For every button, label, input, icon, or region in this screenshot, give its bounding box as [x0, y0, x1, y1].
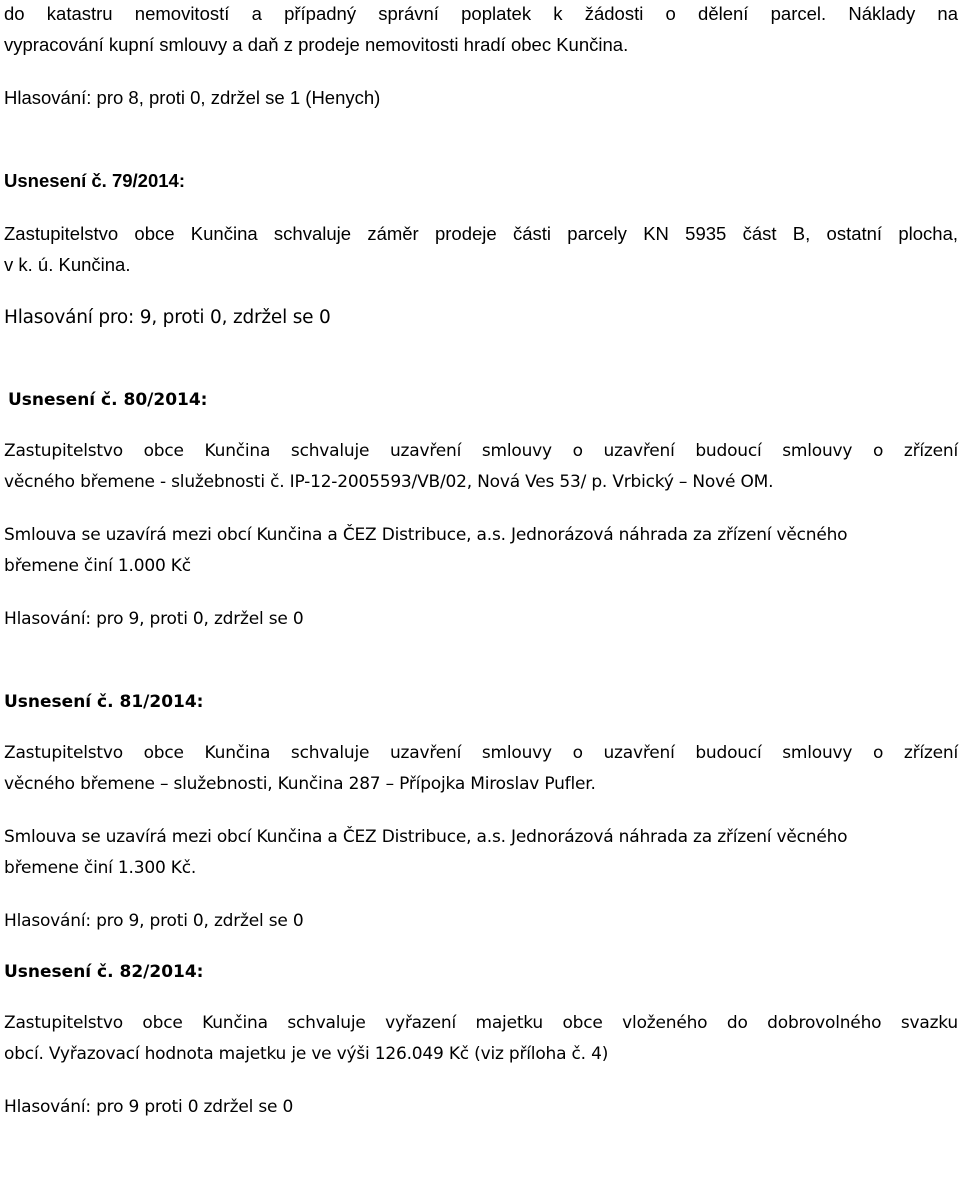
resolution-80-text-1: Zastupitelstvo obce Kunčina schvaluje uzavření smlouvy o uzavření budoucí smlouvy o zřízení [4, 441, 958, 461]
resolution-81-contract-1: Smlouva se uzavírá mezi obcí Kunčina a ČEZ Distribuce, a.s. Jednorázová náhrada za zřízení věcného [4, 827, 848, 847]
intro-line-1: do katastru nemovitostí a případný správní poplatek k žádosti o dělení parcel. Náklady na [4, 3, 958, 24]
resolution-81-vote: Hlasování: pro 9, proti 0, zdržel se 0 [4, 911, 304, 931]
intro-line-2: vypracování kupní smlouvy a daň z prodeje nemovitosti hradí obec Kunčina. [4, 34, 629, 55]
resolution-82-text-2: obcí. Vyřazovací hodnota majetku je ve výši 126.049 Kč (viz příloha č. 4) [4, 1044, 609, 1064]
resolution-81-text-1: Zastupitelstvo obce Kunčina schvaluje uzavření smlouvy o uzavření budoucí smlouvy o zřízení [4, 743, 958, 763]
resolution-79-vote: Hlasování pro: 9, proti 0, zdržel se 0 [4, 307, 331, 328]
document-page [4, 0, 958, 1123]
resolution-82-heading: Usnesení č. 82/2014: [4, 962, 204, 982]
resolution-80-text-2: věcného břemene - služebnosti č. IP-12-2005593/VB/02, Nová Ves 53/ p. Vrbický – Nové OM. [4, 472, 774, 492]
resolution-81-text-2: věcného břemene – služebnosti, Kunčina 287 – Přípojka Miroslav Pufler. [4, 774, 596, 794]
resolution-82-vote: Hlasování: pro 9 proti 0 zdržel se 0 [4, 1097, 294, 1117]
resolution-80-contract-2: břemene činí 1.000 Kč [4, 556, 191, 576]
resolution-80-heading: Usnesení č. 80/2014: [8, 390, 208, 410]
resolution-80-contract-1: Smlouva se uzavírá mezi obcí Kunčina a ČEZ Distribuce, a.s. Jednorázová náhrada za zřízení věcného [4, 525, 848, 545]
resolution-82-text-1: Zastupitelstvo obce Kunčina schvaluje vyřazení majetku obce vloženého do dobrovolného svazku [4, 1013, 958, 1033]
resolution-79-heading: Usnesení č. 79/2014: [4, 170, 185, 191]
resolution-80-vote: Hlasování: pro 9, proti 0, zdržel se 0 [4, 609, 304, 629]
intro-vote: Hlasování: pro 8, proti 0, zdržel se 1 (Henych) [4, 87, 381, 108]
resolution-81-contract-2: břemene činí 1.300 Kč. [4, 858, 197, 878]
resolution-79-text-2: v k. ú. Kunčina. [4, 254, 131, 275]
resolution-79-text-1: Zastupitelstvo obce Kunčina schvaluje záměr prodeje části parcely KN 5935 část B, ostatní plocha, [4, 223, 958, 244]
resolution-81-heading: Usnesení č. 81/2014: [4, 692, 204, 712]
